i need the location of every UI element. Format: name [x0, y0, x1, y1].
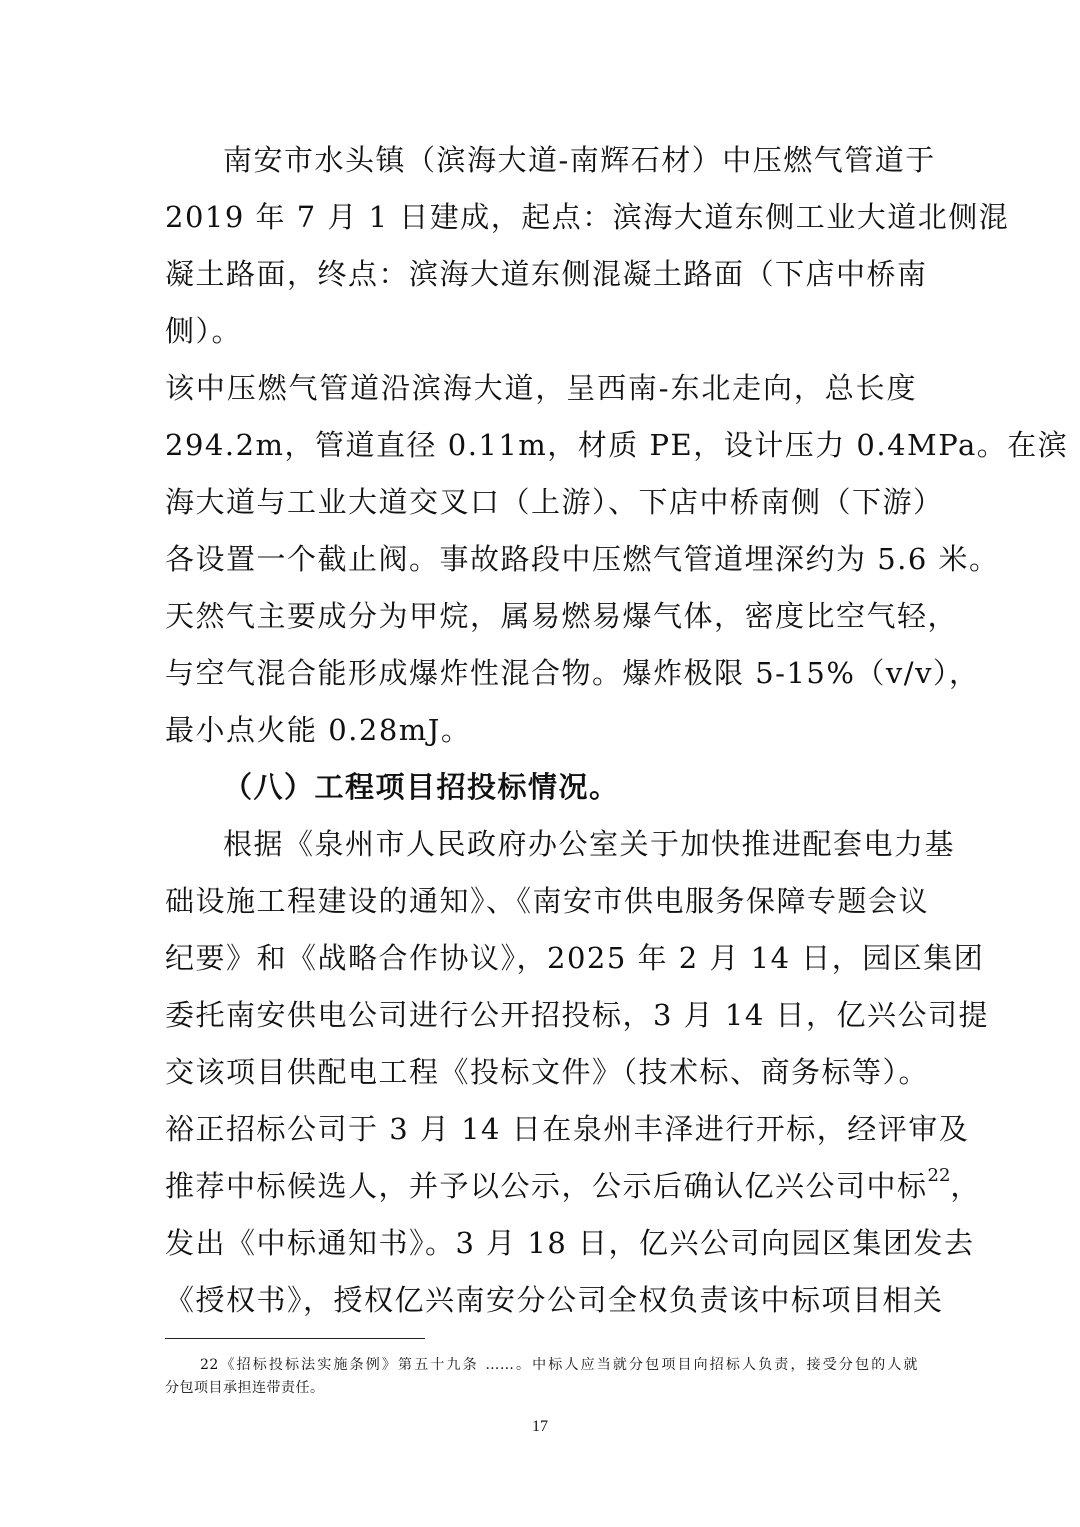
paragraph-line: 发出《中标通知书》。3 月 18 日，亿兴公司向园区集团发去	[165, 1226, 975, 1260]
paragraph-line: 交该项目供配电工程《投标文件》（技术标、商务标等）。	[165, 1055, 930, 1089]
paragraph-line: 2019 年 7 月 1 日建成，起点：滨海大道东侧工业大道北侧混	[165, 200, 1010, 234]
footnote-separator	[165, 1338, 425, 1339]
paragraph-line: 南安市水头镇（滨海大道-南辉石材）中压燃气管道于	[223, 143, 936, 177]
paragraph-line-with-footnote	[165, 1165, 981, 1206]
paragraph-line: 《授权书》，授权亿兴南安分公司全权负责该中标项目相关	[165, 1283, 944, 1317]
paragraph-line: 纪要》和《战略合作协议》，2025 年 2 月 14 日，园区集团	[165, 941, 985, 975]
paragraph-line: 各设置一个截止阀。事故路段中压燃气管道埋深约为 5.6 米。	[165, 542, 1000, 576]
paragraph-line: 根据《泉州市人民政府办公室关于加快推进配套电力基	[223, 827, 956, 861]
paragraph-line: 最小点火能 0.28mJ。	[165, 713, 472, 747]
page-number: 17	[532, 1418, 548, 1435]
paragraph-text: 推荐中标候选人，并予以公示，公示后确认亿兴公司中标	[165, 1169, 928, 1203]
paragraph-line: 天然气主要成分为甲烷，属易燃易爆气体，密度比空气轻，	[165, 599, 959, 633]
paragraph-line: 294.2m，管道直径 0.11m，材质 PE，设计压力 0.4MPa。在滨	[165, 428, 1069, 462]
paragraph-line: 侧）。	[165, 314, 243, 348]
paragraph-line: 与空气混合能形成爆炸性混合物。爆炸极限 5-15%（v/v），	[165, 656, 980, 690]
paragraph-line: 该中压燃气管道沿滨海大道，呈西南-东北走向，总长度	[165, 371, 917, 405]
paragraph-text: ，	[950, 1169, 981, 1203]
footnote-text: 22《招标投标法实施条例》第五十九条 ……。中标人应当就分包项目向招标人负责，接受分包的人就	[200, 1357, 918, 1373]
paragraph-line: 海大道与工业大道交叉口（上游）、下店中桥南侧（下游）	[165, 485, 944, 519]
paragraph-line: 凝土路面，终点：滨海大道东侧混凝土路面（下店中桥南	[165, 257, 928, 291]
paragraph-line: 委托南安供电公司进行公开招投标，3 月 14 日，亿兴公司提	[165, 998, 990, 1032]
footnote-reference[interactable]: 22	[927, 1165, 951, 1187]
paragraph-line: 础设施工程建设的通知》、《南安市供电服务保障专题会议	[165, 884, 930, 918]
footnote-text: 分包项目承担连带责任。	[165, 1380, 325, 1396]
section-heading: （八）工程项目招投标情况。	[223, 770, 620, 804]
paragraph-line: 裕正招标公司于 3 月 14 日在泉州丰泽进行开标，经评审及	[165, 1112, 970, 1146]
